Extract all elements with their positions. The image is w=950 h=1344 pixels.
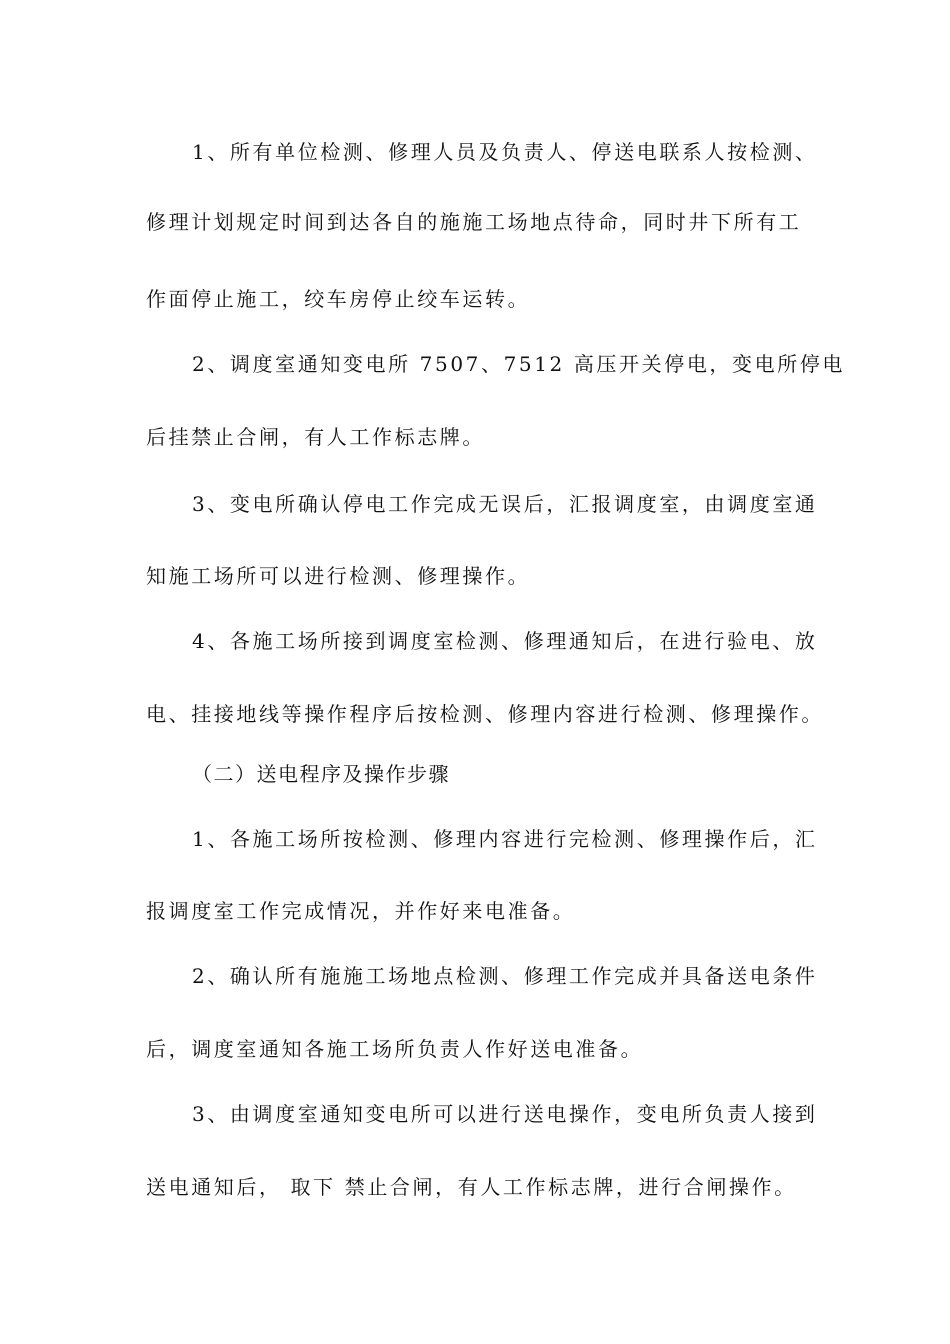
text-line: 电、挂接地线等操作程序后按检测、修理内容进行检测、修理操作。 [146, 702, 824, 726]
text-line: 后挂禁止合闸，有人工作标志牌。 [146, 425, 485, 449]
text-line: 2、确认所有施施工场地点检测、修理工作完成并具备送电条件 [192, 964, 818, 988]
section-heading: （二）送电程序及操作步骤 [192, 762, 450, 786]
text-line: 4、各施工场所接到调度室检测、修理通知后，在进行验电、放 [192, 629, 818, 653]
text-line: 1、所有单位检测、修理人员及负责人、停送电联系人按检测、 [192, 140, 818, 164]
text-line: 1、各施工场所按检测、修理内容进行完检测、修理操作后，汇 [192, 827, 818, 851]
text-line: 送电通知后， 取下 禁止合闸，有人工作标志牌，进行合闸操作。 [146, 1175, 797, 1199]
text-line: 3、变电所确认停电工作完成无误后，汇报调度室，由调度室通 [192, 492, 818, 516]
text-line: 2、调度室通知变电所 7507、7512 高压开关停电，变电所停电 [192, 352, 846, 376]
text-line: 后，调度室通知各施工场所负责人作好送电准备。 [146, 1037, 644, 1061]
text-line: 修理计划规定时间到达各自的施施工场地点待命，同时井下所有工 [146, 210, 802, 234]
text-line: 报调度室工作完成情况，并作好来电准备。 [146, 899, 576, 923]
text-line: 作面停止施工，绞车房停止绞车运转。 [146, 287, 531, 311]
text-line: 知施工场所可以进行检测、修理操作。 [146, 564, 531, 588]
text-line: 3、由调度室通知变电所可以进行送电操作，变电所负责人接到 [192, 1102, 818, 1126]
